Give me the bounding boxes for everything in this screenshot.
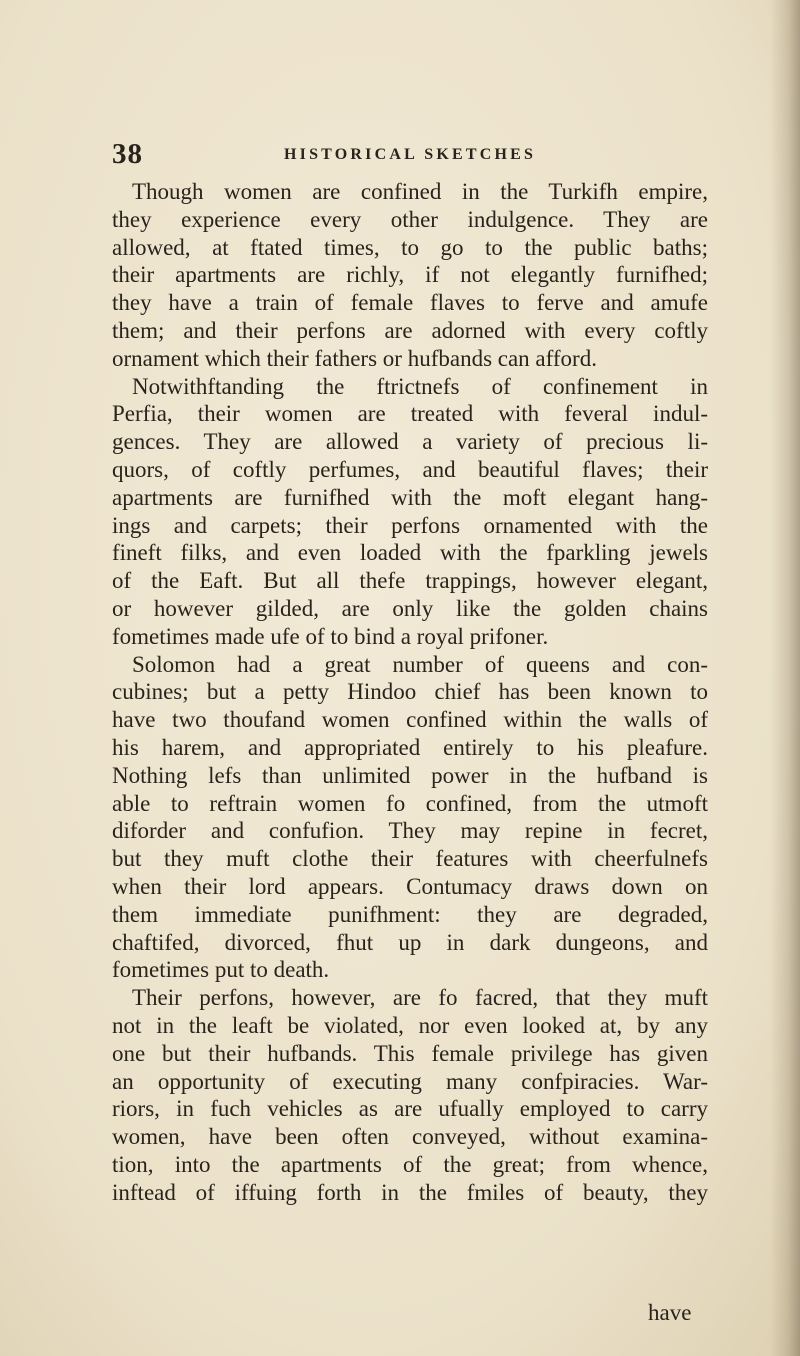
text-line: allowed, at ftated times, to go to the public baths; (112, 234, 708, 260)
text-line: not in the leaft be violated, nor even looked at, by any (112, 1012, 708, 1038)
page-gutter-shadow (770, 0, 800, 1356)
text-line: Though women are confined in the Turkifh empire, (132, 179, 708, 204)
paragraph-2 (112, 373, 708, 651)
text-line: fineft filks, and even loaded with the fparkling jewels (112, 540, 708, 566)
catchword: have (648, 1300, 692, 1325)
text-line: his harem, and appropriated entirely to his pleafure. (112, 734, 708, 760)
text-line: Their perfons, however, are fo facred, that they muft (132, 985, 708, 1011)
text-line: cubines; but a petty Hindoo chief has been known to (112, 679, 708, 705)
text-line: fometimes put to death. (112, 957, 330, 983)
text-line: quors, of coftly perfumes, and beautiful flaves; their (112, 456, 708, 482)
text-line: gences. They are allowed a variety of precious li- (112, 429, 708, 455)
text-line: ings and carpets; their perfons ornamented with the (112, 512, 708, 538)
text-line: Perfia, their women are treated with feveral indul- (112, 401, 708, 427)
text-line: Nothing lefs than unlimited power in the hufband is (112, 762, 708, 788)
text-line: an opportunity of executing many confpiracies. War- (112, 1068, 708, 1094)
text-line: of the Eaft. But all thefe trappings, however elegant, (112, 568, 708, 594)
text-line: or however gilded, are only like the golden chains (112, 595, 708, 621)
text-line: chaftifed, divorced, fhut up in dark dungeons, and (112, 929, 708, 955)
text-line: when their lord appears. Contumacy draws down on (112, 873, 708, 899)
text-line: able to reftrain women fo confined, from the utmoft (112, 790, 708, 816)
text-line: their apartments are richly, if not elegantly furnifhed; (112, 262, 708, 288)
text-line: women, have been often conveyed, without examina- (112, 1124, 708, 1150)
text-line: one but their hufbands. This female privilege has given (112, 1040, 708, 1066)
body-text (112, 178, 708, 1206)
text-line: Notwithftanding the ftrictnefs of confinement in (132, 373, 708, 399)
running-head: HISTORICAL SKETCHES (284, 146, 537, 163)
text-line: fometimes made ufe of to bind a royal prifoner. (112, 623, 549, 649)
text-line: apartments are furnifhed with the moft elegant hang- (112, 484, 708, 510)
paragraph-4 (112, 984, 708, 1206)
text-line: they have a train of female flaves to ferve and amufe (112, 290, 708, 316)
page-header (112, 138, 712, 178)
text-line: have two thoufand women confined within the walls of (112, 707, 708, 733)
text-line: ornament which their fathers or hufbands can afford. (112, 345, 597, 371)
paragraph-1 (112, 178, 708, 373)
text-line: diforder and confufion. They may repine in fecret, (112, 818, 708, 844)
text-line: Solomon had a great number of queens and con- (132, 651, 708, 677)
text-line: inftead of iffuing forth in the fmiles of beauty, they (112, 1179, 708, 1205)
text-line: riors, in fuch vehicles as are ufually employed to carry (112, 1096, 708, 1122)
text-line: they experience every other indulgence. They are (112, 206, 708, 232)
page-number: 38 (112, 138, 143, 170)
text-line: but they muft clothe their features with cheerfulnefs (112, 846, 708, 872)
text-line: them immediate punifhment: they are degraded, (112, 901, 708, 927)
paragraph-3 (112, 651, 708, 985)
text-line: them; and their perfons are adorned with every coftly (112, 317, 708, 343)
text-line: tion, into the apartments of the great; from whence, (112, 1151, 708, 1177)
